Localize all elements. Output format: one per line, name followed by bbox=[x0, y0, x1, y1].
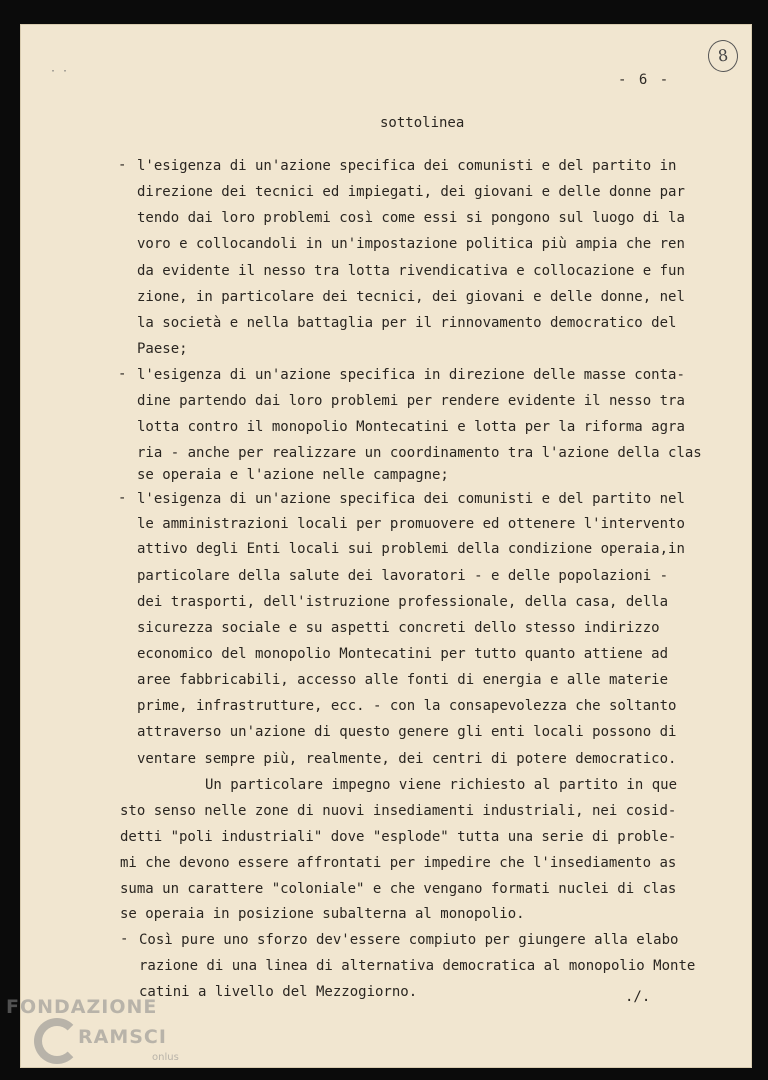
text-line: dine partendo dai loro problemi per rendere evidente il nesso tra bbox=[137, 393, 685, 409]
text-line: le amministrazioni locali per promuovere ed ottenere l'intervento bbox=[137, 516, 685, 532]
circled-page-number: 8 bbox=[706, 39, 739, 74]
fondazione-gramsci-watermark bbox=[6, 996, 179, 1063]
text-line: Un particolare impegno viene richiesto al partito in que bbox=[205, 777, 678, 793]
text-line: da evidente il nesso tra lotta rivendicativa e collocazione e fun bbox=[137, 263, 685, 279]
text-line: l'esigenza di un'azione specifica in direzione delle masse conta- bbox=[137, 367, 685, 383]
text-line: la società e nella battaglia per il rinnovamento democratico del bbox=[137, 315, 677, 331]
text-line: se operaia e l'azione nelle campagne; bbox=[137, 467, 449, 483]
text-line: tendo dai loro problemi così come essi si pongono sul luogo di la bbox=[137, 210, 685, 226]
text-line: particolare della salute dei lavoratori - e delle popolazioni - bbox=[137, 568, 669, 584]
text-line: zione, in particolare dei tecnici, dei giovani e delle donne, nel bbox=[137, 289, 685, 305]
text-line: Paese; bbox=[137, 341, 188, 357]
text-line: lotta contro il monopolio Montecatini e lotta per la riforma agra bbox=[137, 419, 685, 435]
text-line: attivo degli Enti locali sui problemi della condizione operaia,in bbox=[137, 541, 685, 557]
text-line: direzione dei tecnici ed impiegati, dei giovani e delle donne par bbox=[137, 184, 685, 200]
text-line: ventare sempre più, realmente, dei centri di potere democratico. bbox=[137, 751, 677, 767]
corner-marks: · · bbox=[50, 66, 69, 77]
text-line: detti "poli industriali" dove "esplode" tutta una serie di proble- bbox=[120, 829, 677, 845]
text-line: aree fabbricabili, accesso alle fonti di energia e alle materie bbox=[137, 672, 669, 688]
text-line: se operaia in posizione subalterna al monopolio. bbox=[120, 906, 525, 922]
text-line: catini a livello del Mezzogiorno. bbox=[139, 984, 418, 1000]
text-line: mi che devono essere affrontati per impedire che l'insediamento as bbox=[120, 855, 677, 871]
text-line: sicurezza sociale e su aspetti concreti dello stesso indirizzo bbox=[137, 620, 660, 636]
text-line: Così pure uno sforzo dev'essere compiuto per giungere alla elabo bbox=[139, 932, 679, 948]
bullet-dash: - bbox=[120, 931, 129, 947]
bullet-dash: - bbox=[118, 366, 127, 382]
text-line: prime, infrastrutture, ecc. - con la consapevolezza che soltanto bbox=[137, 698, 677, 714]
text-line: attraverso un'azione di questo genere gli enti locali possono di bbox=[137, 724, 677, 740]
text-line: l'esigenza di un'azione specifica dei comunisti e del partito nel bbox=[137, 491, 685, 507]
watermark-line1: FONDAZIONE bbox=[6, 996, 158, 1018]
text-line: sto senso nelle zone di nuovi insediamenti industriali, nei cosid- bbox=[120, 803, 677, 819]
text-line: suma un carattere "coloniale" e che vengano formati nuclei di clas bbox=[120, 881, 677, 897]
end-mark: ./. bbox=[625, 989, 651, 1005]
text-line: razione di una linea di alternativa democratica al monopolio Monte bbox=[139, 958, 696, 974]
bullet-dash: - bbox=[118, 490, 127, 506]
page-number: - 6 - bbox=[618, 72, 671, 88]
g-logo-icon bbox=[34, 1018, 80, 1064]
text-line: dei trasporti, dell'istruzione professionale, della casa, della bbox=[137, 594, 669, 610]
text-line: economico del monopolio Montecatini per tutto quanto attiene ad bbox=[137, 646, 669, 662]
watermark-line3: onlus bbox=[152, 1052, 179, 1063]
text-line: l'esigenza di un'azione specifica dei comunisti e del partito in bbox=[137, 158, 677, 174]
text-line: voro e collocandoli in un'impostazione politica più ampia che ren bbox=[137, 236, 685, 252]
bullet-dash: - bbox=[118, 157, 127, 173]
text-line: ria - anche per realizzare un coordinamento tra l'azione della clas bbox=[137, 445, 702, 461]
document-heading: sottolinea bbox=[380, 115, 465, 131]
watermark-line2: RAMSCI bbox=[78, 1026, 167, 1048]
